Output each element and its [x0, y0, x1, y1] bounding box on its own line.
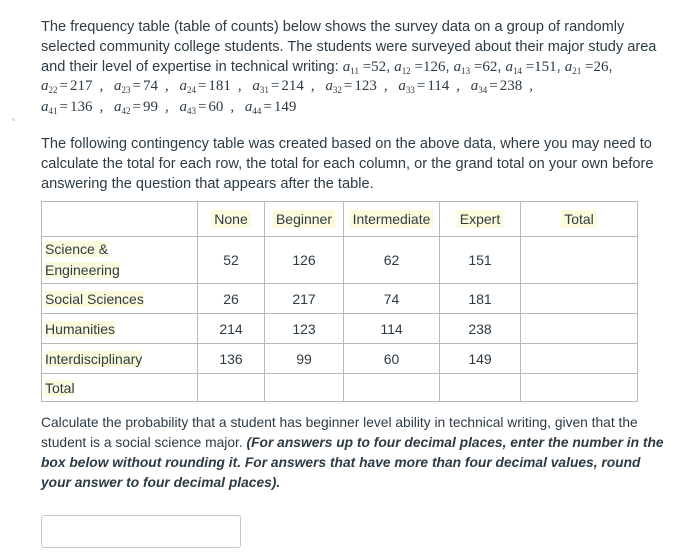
row-label-social-sciences: Social Sciences: [42, 284, 198, 314]
value-a24: $a_{24} = 181$: [179, 78, 231, 95]
contingency-intro: The following contingency table was created based on the above data, where you may need to calculate the total for each row, the total for each column, or the grand total on your own before answering the question that appears after the table.: [41, 136, 654, 192]
table-cell-total: [521, 344, 638, 374]
value-a32: $a_{32} = 123$: [325, 78, 377, 95]
value-a22: $a_{22} = 217$: [41, 78, 93, 95]
table-cell: 181: [440, 284, 521, 314]
intro-paragraph: The frequency table (table of counts) below shows the survey data on a group of randomly selected community college students. The students were surveyed about their major study area and their level of expertise in technical writing: $a_{11} =52$, $a_{12} =126$, $a_{13} =62$, $a_{14} =151$, $a_{21} =26$,: [41, 19, 657, 76]
table-cell: 136: [198, 344, 265, 374]
header-none: None: [198, 202, 265, 237]
table-header-row: [42, 202, 638, 237]
header-total: Total: [521, 202, 638, 237]
table-cell-grand-total: [521, 374, 638, 402]
question-paragraph: [41, 413, 673, 493]
value-a43: $a_{43} = 60$: [179, 99, 224, 116]
table-cell: 214: [198, 314, 265, 344]
table-cell: 123: [265, 314, 344, 344]
table-cell: 149: [440, 344, 521, 374]
header-beginner: Beginner: [265, 202, 344, 237]
table-cell: 74: [344, 284, 440, 314]
header-corner: [42, 202, 198, 237]
value-a33: $a_{33} = 114$: [398, 78, 450, 95]
table-row: [42, 344, 638, 374]
answer-input[interactable]: [41, 515, 241, 548]
row-label-interdisciplinary: Interdisciplinary: [42, 344, 198, 374]
table-cell-total: [521, 284, 638, 314]
table-cell: 60: [344, 344, 440, 374]
value-a12: $a_{12} =126$: [394, 59, 446, 76]
table-cell-total: [198, 374, 265, 402]
table-cell: 26: [198, 284, 265, 314]
value-a14: $a_{14} =151$: [505, 59, 557, 76]
row-label-total: Total: [42, 374, 198, 402]
row-label-humanities: Humanities: [42, 314, 198, 344]
values-line-1: $a_{22} = 217$ , $a_{23} = 74$ , $a_{24} = 181$ , $a_{31} = 214$ , $a_{32} = 123$ , $a_{33} = 114$ , $a_{34} = 238$ ,: [41, 78, 533, 95]
table-cell-total: [521, 314, 638, 344]
row-label-science-engineering: Science & Engineering: [42, 237, 198, 284]
table-cell: 151: [440, 237, 521, 284]
question-text: Calculate the probability that a student has beginner level ability in technical writing, given that the student is a social science major.: [41, 415, 638, 450]
table-row: [42, 314, 638, 344]
value-a44: $a_{44} = 149$: [244, 99, 297, 116]
value-a21: $a_{21} =26$: [564, 59, 609, 76]
table-cell: 217: [265, 284, 344, 314]
values-line-2: $a_{41} = 136$ , $a_{42} = 99$ , $a_{43} = 60$ , $a_{44} = 149$: [41, 99, 297, 116]
table-cell-total: [344, 374, 440, 402]
value-a11: $a_{11} =52$: [342, 59, 387, 76]
question-instructions: (For answers up to four decimal places, enter the number in the box below without rounding it. For answers that have more than four decimal values, round your answer to four decimal places).: [41, 435, 664, 490]
value-a31: $a_{31} = 214$: [252, 78, 304, 95]
table-cell: 52: [198, 237, 265, 284]
header-intermediate: Intermediate: [344, 202, 440, 237]
table-cell: 99: [265, 344, 344, 374]
table-cell-total: [521, 237, 638, 284]
table-row-total: [42, 374, 638, 402]
table-row: [42, 237, 638, 284]
value-a42: $a_{42} = 99$: [113, 99, 158, 116]
contingency-table: [41, 201, 638, 402]
table-cell: 126: [265, 237, 344, 284]
table-row: [42, 284, 638, 314]
table-cell-total: [440, 374, 521, 402]
value-a34: $a_{34} = 238$: [470, 78, 523, 95]
table-cell: 238: [440, 314, 521, 344]
margin-marker: [12, 118, 15, 121]
intro-text: The frequency table (table of counts) below shows the survey data on a group of randomly selected community college students. The students were surveyed about their major study area and their level of expertise in technical writing:: [41, 19, 657, 75]
table-cell: 62: [344, 237, 440, 284]
value-a13: $a_{13} =62$: [453, 59, 498, 76]
header-expert: Expert: [440, 202, 521, 237]
table-cell: 114: [344, 314, 440, 344]
value-a23: $a_{23} = 74$: [113, 78, 158, 95]
value-a41: $a_{41} = 136$: [41, 99, 93, 116]
table-cell-total: [265, 374, 344, 402]
